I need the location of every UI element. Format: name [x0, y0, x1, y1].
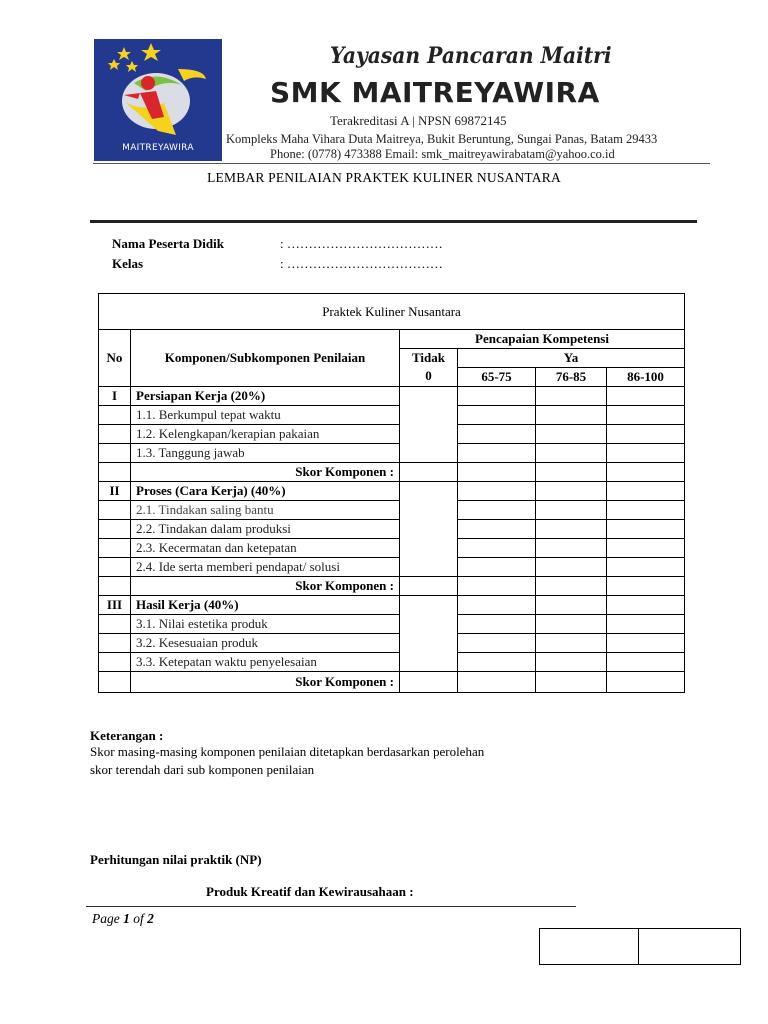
page-of: of: [129, 911, 148, 926]
score-cell[interactable]: [536, 520, 607, 539]
table-row: [99, 406, 685, 425]
score-cell[interactable]: [607, 406, 685, 425]
score-cell[interactable]: [458, 406, 536, 425]
score-cell[interactable]: [536, 558, 607, 577]
table-row: [99, 539, 685, 558]
class-label: Kelas: [112, 256, 144, 271]
student-name-field[interactable]: : ………………………………: [280, 236, 443, 251]
header-divider: [93, 163, 710, 164]
score-cell[interactable]: [458, 501, 536, 520]
table-row: [99, 387, 685, 406]
score-label: Skor Komponen :: [131, 672, 400, 693]
score-cell[interactable]: [458, 444, 536, 463]
section-no: I: [99, 387, 131, 406]
score-cell[interactable]: [536, 444, 607, 463]
section-no: II: [99, 482, 131, 501]
notes-line-2: skor terendah dari sub komponen penilaian: [90, 762, 315, 777]
star-icon: [108, 59, 120, 70]
logo-text: MAITREYAWIRA: [122, 143, 194, 153]
table-row: [99, 520, 685, 539]
score-cell[interactable]: [607, 672, 685, 693]
sub-item: 3.1. Nilai estetika produk: [131, 615, 400, 634]
table-row: [99, 501, 685, 520]
section-title: Persiapan Kerja (20%): [131, 387, 400, 406]
table-row: [99, 577, 685, 596]
score-cell[interactable]: [458, 634, 536, 653]
star-icon: [117, 47, 131, 60]
table-row: [99, 653, 685, 672]
accreditation-text: Terakreditasi A | NPSN 69872145: [330, 113, 507, 128]
sub-item: 2.4. Ide serta memberi pendapat/ solusi: [131, 558, 400, 577]
table-row: [99, 482, 685, 501]
page-number: [92, 911, 154, 927]
school-name: SMK MAITREYAWIRA: [270, 76, 600, 109]
score-cell[interactable]: [458, 653, 536, 672]
tidak-label: Tidak: [411, 350, 445, 365]
notes-line-1: Skor masing-masing komponen penilaian ditetapkan berdasarkan perolehan: [90, 744, 485, 759]
score-cell[interactable]: [458, 482, 536, 501]
score-cell[interactable]: [458, 596, 536, 615]
assessment-table: [98, 293, 685, 693]
col-range-3: 86-100: [607, 368, 685, 387]
page-current: 1: [123, 911, 130, 926]
score-cell[interactable]: [607, 653, 685, 672]
score-cell[interactable]: [536, 501, 607, 520]
score-cell[interactable]: [607, 387, 685, 406]
score-cell[interactable]: [607, 444, 685, 463]
tidak-value: 0: [425, 368, 432, 383]
page-total: 2: [147, 911, 154, 926]
foundation-name: Yayasan Pancaran Maitri: [330, 43, 612, 69]
product-label: Produk Kreatif dan Kewirausahaan :: [206, 884, 414, 899]
score-cell[interactable]: [536, 406, 607, 425]
score-cell[interactable]: [458, 558, 536, 577]
score-cell[interactable]: [536, 615, 607, 634]
class-field[interactable]: : ………………………………: [280, 256, 443, 271]
notes-label: Keterangan :: [90, 728, 164, 743]
score-cell[interactable]: [536, 539, 607, 558]
score-cell[interactable]: [607, 539, 685, 558]
table-row: [99, 558, 685, 577]
score-cell[interactable]: [458, 425, 536, 444]
sub-item: 2.2. Tindakan dalam produksi: [131, 520, 400, 539]
title-divider: [90, 220, 697, 223]
signature-boxes[interactable]: [539, 928, 741, 965]
page-prefix: Page: [92, 911, 124, 926]
score-label: Skor Komponen :: [131, 577, 400, 596]
document-title: LEMBAR PENILAIAN PRAKTEK KULINER NUSANTARA: [207, 170, 561, 185]
score-cell[interactable]: [607, 558, 685, 577]
score-cell[interactable]: [458, 615, 536, 634]
sub-item: 1.3. Tanggung jawab: [131, 444, 400, 463]
col-range-1: 65-75: [458, 368, 536, 387]
col-header-ya: Ya: [458, 349, 685, 368]
score-cell[interactable]: [458, 520, 536, 539]
score-cell[interactable]: [607, 482, 685, 501]
table-row: [99, 463, 685, 482]
star-icon: [141, 43, 161, 61]
table-row: [99, 425, 685, 444]
box-divider: [638, 929, 639, 964]
sub-item: 3.2. Kesesuaian produk: [131, 634, 400, 653]
col-header-pencapaian: Pencapaian Kompetensi: [400, 330, 685, 349]
section-title: Hasil Kerja (40%): [131, 596, 400, 615]
col-header-komponen: Komponen/Subkomponen Penilaian: [131, 330, 400, 387]
table-row: [99, 444, 685, 463]
score-cell[interactable]: [458, 463, 536, 482]
score-cell[interactable]: [536, 463, 607, 482]
table-row: [99, 672, 685, 693]
sub-item: 1.1. Berkumpul tepat waktu: [131, 406, 400, 425]
score-cell[interactable]: [536, 596, 607, 615]
score-label: Skor Komponen :: [131, 463, 400, 482]
school-logo: [94, 39, 222, 161]
score-cell[interactable]: [607, 520, 685, 539]
score-cell[interactable]: [400, 482, 458, 577]
score-cell[interactable]: [536, 653, 607, 672]
score-cell[interactable]: [400, 672, 458, 693]
score-cell[interactable]: [607, 615, 685, 634]
score-cell[interactable]: [536, 577, 607, 596]
score-cell[interactable]: [400, 463, 458, 482]
sub-item: 3.3. Ketepatan waktu penyelesaian: [131, 653, 400, 672]
score-cell[interactable]: [536, 387, 607, 406]
table-row: [99, 634, 685, 653]
score-cell[interactable]: [458, 539, 536, 558]
score-cell[interactable]: [607, 425, 685, 444]
score-cell[interactable]: [607, 463, 685, 482]
score-cell[interactable]: [536, 482, 607, 501]
sub-item: 1.2. Kelengkapan/kerapian pakaian: [131, 425, 400, 444]
table-row: [99, 615, 685, 634]
contact-text: Phone: (0778) 473388 Email: smk_maitreyawirabatam@yahoo.co.id: [270, 147, 615, 161]
score-cell[interactable]: [607, 577, 685, 596]
col-header-tidak: [400, 349, 458, 387]
score-cell[interactable]: [607, 501, 685, 520]
calc-label: Perhitungan nilai praktik (NP): [90, 852, 262, 867]
col-header-no: No: [99, 330, 131, 387]
sub-item: 2.3. Kecermatan dan ketepatan: [131, 539, 400, 558]
score-cell[interactable]: [400, 577, 458, 596]
table-caption: Praktek Kuliner Nusantara: [99, 294, 685, 330]
sub-item: 2.1. Tindakan saling bantu: [131, 501, 400, 520]
score-cell[interactable]: [536, 634, 607, 653]
score-cell[interactable]: [536, 425, 607, 444]
score-cell[interactable]: [400, 596, 458, 672]
score-cell[interactable]: [458, 672, 536, 693]
table-row: [99, 596, 685, 615]
score-cell[interactable]: [458, 387, 536, 406]
section-no: III: [99, 596, 131, 615]
section-title: Proses (Cara Kerja) (40%): [131, 482, 400, 501]
student-name-label: Nama Peserta Didik: [112, 236, 224, 251]
score-cell[interactable]: [607, 596, 685, 615]
star-icon: [126, 61, 138, 72]
score-cell[interactable]: [607, 634, 685, 653]
score-cell[interactable]: [536, 672, 607, 693]
address-text: Kompleks Maha Vihara Duta Maitreya, Bukit Beruntung, Sungai Panas, Batam 29433: [226, 132, 658, 146]
score-cell[interactable]: [458, 577, 536, 596]
footer-divider: [86, 906, 576, 907]
score-cell[interactable]: [400, 387, 458, 463]
col-range-2: 76-85: [536, 368, 607, 387]
